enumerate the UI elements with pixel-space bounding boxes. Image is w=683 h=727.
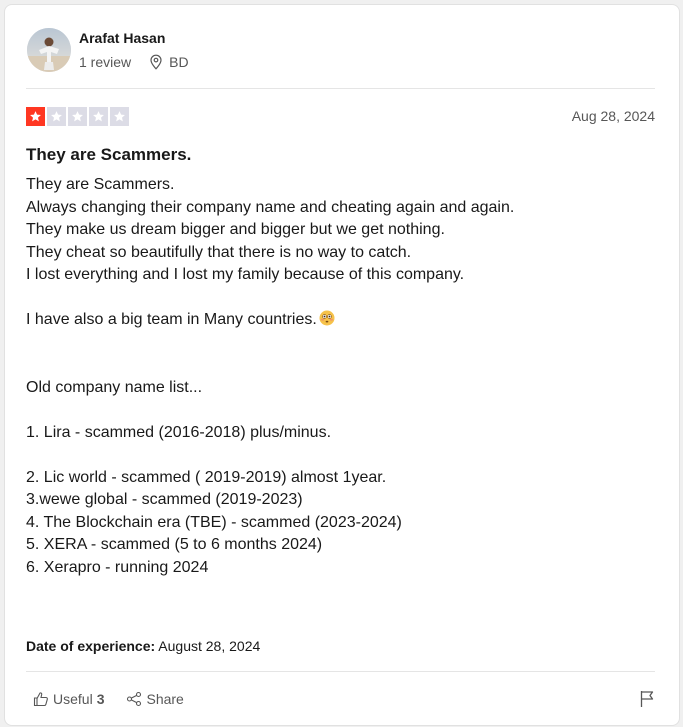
- share-icon: [126, 691, 142, 707]
- useful-label: Useful: [53, 691, 93, 707]
- useful-count: 3: [96, 691, 105, 707]
- share-button[interactable]: [126, 691, 183, 707]
- review-body-line: [26, 399, 656, 422]
- review-body-line: 5. XERA - scammed (5 to 6 months 2024): [26, 536, 323, 553]
- report-flag-button[interactable]: [639, 690, 655, 708]
- review-card: [4, 4, 680, 726]
- review-body-line: 6. Xerapro - running 2024: [26, 558, 209, 576]
- experience-date: August 28, 2024: [158, 638, 261, 654]
- rating-row: [26, 105, 655, 127]
- reviewer-name[interactable]: Arafat Hasan: [79, 30, 166, 46]
- experience-label: Date of experience:: [26, 638, 156, 654]
- star-rating: [26, 107, 129, 126]
- thumbs-up-icon: [33, 691, 49, 707]
- review-body-line: Old company name list...: [26, 378, 203, 396]
- review-body-line: They cheat so beautifully that there is no way to catch.: [26, 243, 412, 261]
- star-empty: [110, 107, 129, 126]
- review-body-line: 3.wewe global - scammed (2019-2023): [26, 491, 303, 508]
- divider: [26, 671, 655, 672]
- review-body-line: Always changing their company name and cheating again and again.: [26, 198, 515, 216]
- reviewer-header: [27, 28, 189, 72]
- divider: [26, 88, 655, 89]
- review-body-line: They are Scammers.: [26, 176, 175, 193]
- review-title[interactable]: They are Scammers.: [26, 145, 192, 164]
- review-date: Aug 28, 2024: [571, 108, 655, 124]
- review-body-line: 1. Lira - scammed (2016-2018) plus/minus.: [26, 423, 332, 441]
- review-actions: [33, 689, 655, 709]
- location-pin-icon: [149, 54, 163, 70]
- star-empty: [68, 107, 87, 126]
- review-body-line: 2. Lic world - scammed ( 2019-2019) almost 1year.: [26, 468, 387, 486]
- review-body-line: I lost everything and I lost my family because of this company.: [26, 266, 465, 283]
- review-body-line: [26, 444, 656, 467]
- review-body: [26, 174, 656, 579]
- star-empty: [47, 107, 66, 126]
- share-label: Share: [146, 691, 184, 707]
- review-body-line: I have also a big team in Many countries.: [26, 309, 656, 332]
- star-filled: [26, 107, 45, 126]
- reviewer-location: BD: [169, 54, 189, 70]
- reviewer-meta: [79, 53, 189, 71]
- flag-icon: [639, 690, 655, 708]
- review-body-line: [26, 354, 656, 377]
- useful-button[interactable]: [33, 691, 104, 707]
- reviewer-info: [79, 29, 189, 71]
- avatar[interactable]: [27, 28, 71, 72]
- review-body-line: [26, 287, 656, 310]
- date-of-experience: [26, 637, 260, 655]
- review-count: 1 review: [79, 54, 132, 70]
- review-body-line: They make us dream bigger and bigger but we get nothing.: [26, 221, 445, 238]
- review-body-line: [26, 332, 656, 355]
- star-empty: [89, 107, 108, 126]
- review-body-line: 4. The Blockchain era (TBE) - scammed (2023-2024): [26, 513, 402, 531]
- flushed-face-emoji: [319, 310, 335, 326]
